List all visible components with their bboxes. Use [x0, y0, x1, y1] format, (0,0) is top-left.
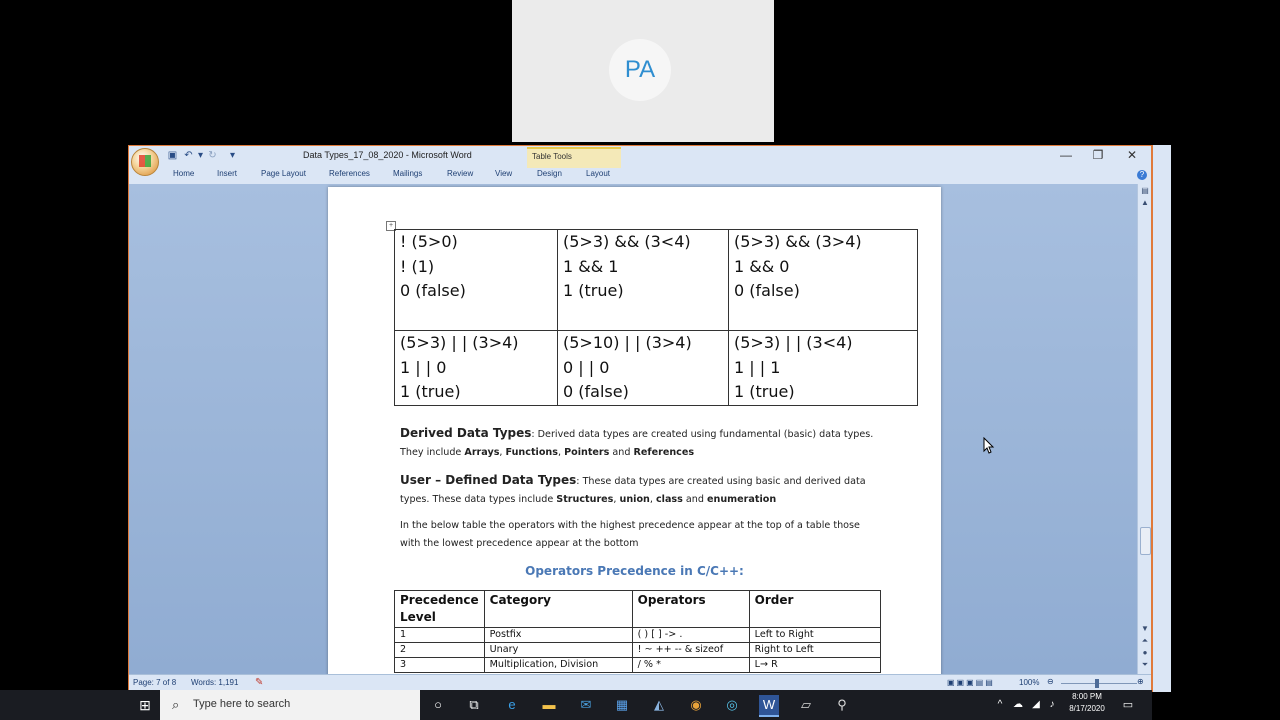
redo-icon[interactable]: ↻ — [208, 150, 217, 161]
notifications-icon[interactable]: ▭ — [1122, 699, 1134, 711]
browser-icon[interactable]: ◎ — [726, 697, 738, 712]
zoom-slider[interactable] — [1061, 683, 1137, 684]
table-cell: / % * — [632, 658, 749, 673]
customize-qat-icon[interactable]: ▾ — [229, 150, 236, 161]
previous-page-icon[interactable]: ⏶ — [1141, 636, 1149, 645]
table-cell: (5>3) | | (3<4) 1 | | 1 1 (true) — [729, 331, 918, 406]
table-cell: ! (5>0) ! (1) 0 (false) — [395, 230, 558, 331]
view-buttons-icon[interactable]: ▣▣▣▤▤ — [947, 678, 995, 687]
adjacent-window-edge — [1152, 145, 1171, 692]
chrome-icon[interactable]: ◉ — [690, 697, 702, 712]
cortana-icon[interactable]: ○ — [434, 697, 442, 712]
table-header-row — [395, 591, 881, 628]
word-window — [128, 145, 1152, 692]
undo-icon[interactable]: ↶ — [184, 150, 193, 161]
scroll-down-icon[interactable]: ▼ — [1141, 624, 1149, 633]
table-row — [395, 628, 881, 643]
magnifier-icon[interactable]: ⚲ — [837, 697, 847, 712]
logic-operators-table — [394, 229, 918, 406]
table-cell: 2 — [395, 643, 485, 658]
table-cell: Left to Right — [749, 628, 880, 643]
table-cell: (5>3) && (3>4) 1 && 0 0 (false) — [729, 230, 918, 331]
column-header: Order — [749, 591, 880, 628]
app-icon[interactable]: ◭ — [654, 697, 664, 712]
zoom-slider-thumb[interactable] — [1095, 679, 1099, 688]
table-cell: (5>3) && (3<4) 1 && 1 1 (true) — [558, 230, 729, 331]
table-row — [395, 643, 881, 658]
column-header: Precedence Level — [395, 591, 485, 628]
precedence-table — [394, 590, 881, 673]
clock-date: 8/17/2020 — [1069, 704, 1105, 713]
mouse-cursor-icon — [983, 437, 995, 454]
search-icon: ⌕ — [172, 697, 180, 712]
clock-time: 8:00 PM — [1072, 692, 1102, 701]
table-move-handle-icon[interactable]: + — [386, 221, 396, 231]
help-icon[interactable]: ? — [1137, 170, 1147, 180]
window-title: Data Types_17_08_2020 - Microsoft Word — [303, 150, 472, 160]
derived-data-types-paragraph: Derived Data Types: Derived data types are created using fundamental (basic) data types. They include Arrays, Functions, Pointers and References — [400, 426, 874, 458]
network-icon[interactable]: ◢ — [1032, 699, 1040, 710]
column-header: Category — [484, 591, 632, 628]
table-cell: Unary — [484, 643, 632, 658]
close-button[interactable]: ✕ — [1126, 148, 1138, 162]
column-header: Operators — [632, 591, 749, 628]
minimize-button[interactable]: — — [1060, 148, 1072, 162]
windows-start-icon[interactable]: ⊞ — [139, 697, 151, 713]
restore-button[interactable]: ❐ — [1092, 148, 1104, 162]
tab-insert[interactable]: Insert — [217, 169, 238, 178]
zoom-level[interactable]: 100% — [1019, 678, 1040, 687]
document-area — [129, 184, 1137, 674]
tab-review[interactable]: Review — [447, 169, 474, 178]
table-cell: (5>10) | | (3>4) 0 | | 0 0 (false) — [558, 331, 729, 406]
table-cell: 3 — [395, 658, 485, 673]
scrollbar-thumb[interactable] — [1140, 527, 1151, 555]
table-cell: L→ R — [749, 658, 880, 673]
undo-dropdown-icon[interactable]: ▾ — [197, 150, 204, 161]
onedrive-icon[interactable]: ☁ — [1013, 699, 1023, 710]
file-explorer-icon[interactable]: ▬ — [542, 697, 556, 712]
table-cell: Postfix — [484, 628, 632, 643]
precedence-heading: Operators Precedence in C/C++: — [525, 564, 744, 578]
tab-page-layout[interactable]: Page Layout — [261, 169, 306, 178]
tab-home[interactable]: Home — [173, 169, 195, 178]
word-count[interactable]: Words: 1,191 — [191, 678, 239, 687]
table-tools-label: Table Tools — [527, 147, 621, 169]
notepad-icon[interactable]: ▱ — [801, 697, 811, 712]
table-cell: ( ) [ ] -> . — [632, 628, 749, 643]
tab-view[interactable]: View — [495, 169, 513, 178]
table-cell: (5>3) | | (3>4) 1 | | 0 1 (true) — [395, 331, 558, 406]
taskbar — [0, 690, 1152, 720]
tab-mailings[interactable]: Mailings — [393, 169, 423, 178]
table-cell: Multiplication, Division — [484, 658, 632, 673]
next-page-icon[interactable]: ⏷ — [1141, 660, 1149, 669]
user-defined-data-types-paragraph: User – Defined Data Types: These data types are created using basic and derived data types. These data types include Structures, union, class and enumeration — [400, 473, 866, 505]
tab-references[interactable]: References — [329, 169, 370, 178]
table-cell: ! ~ ++ -- & sizeof — [632, 643, 749, 658]
select-browse-object-icon[interactable]: ● — [1142, 648, 1148, 657]
ribbon-tabs — [129, 168, 1151, 185]
table-row — [395, 230, 918, 331]
page-count[interactable]: Page: 7 of 8 — [133, 678, 177, 687]
proofing-icon[interactable]: ✎ — [255, 677, 264, 688]
vertical-scrollbar[interactable] — [1137, 184, 1152, 674]
office-button[interactable] — [131, 148, 159, 176]
edge-icon[interactable]: e — [508, 697, 516, 712]
table-row — [395, 331, 918, 406]
ruler-toggle-icon[interactable]: ▤ — [1141, 186, 1149, 195]
zoom-in-icon[interactable]: ⊕ — [1137, 677, 1144, 686]
mail-icon[interactable]: ✉ — [580, 697, 592, 712]
table-cell: 1 — [395, 628, 485, 643]
participant-avatar: PA — [609, 39, 671, 101]
show-hidden-icons-icon[interactable]: ^ — [997, 699, 1003, 710]
table-row — [395, 658, 881, 673]
precedence-note: In the below table the operators with the highest precedence appear at the top of a table those with the lowest precedence appear at the bottom — [400, 520, 860, 549]
office-logo-icon — [139, 155, 151, 167]
tab-layout[interactable]: Layout — [586, 169, 611, 178]
search-placeholder: Type here to search — [193, 698, 291, 710]
task-view-icon[interactable]: ⧉ — [469, 697, 479, 712]
scroll-up-icon[interactable]: ▲ — [1141, 198, 1149, 207]
taskbar-search-box[interactable] — [160, 690, 420, 720]
table-cell: Right to Left — [749, 643, 880, 658]
store-icon[interactable]: ▦ — [615, 697, 629, 712]
participant-tile — [512, 0, 774, 142]
tab-design[interactable]: Design — [537, 169, 562, 178]
save-icon[interactable]: ▣ — [167, 150, 178, 161]
word-taskbar-icon[interactable]: W — [759, 695, 779, 717]
zoom-out-icon[interactable]: ⊖ — [1047, 677, 1054, 686]
system-clock[interactable] — [1060, 691, 1114, 715]
volume-icon[interactable]: ♪ — [1049, 699, 1055, 710]
document-page — [328, 187, 941, 674]
title-bar — [129, 146, 1151, 168]
